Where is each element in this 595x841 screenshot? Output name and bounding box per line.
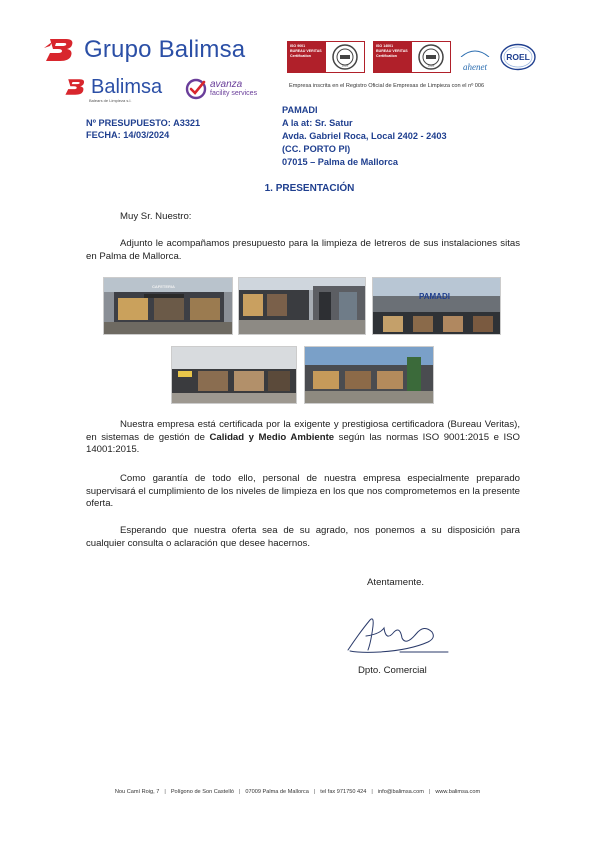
cert-body: BUREAU VERITAS <box>290 49 322 53</box>
bureau-veritas-seal-icon <box>417 43 445 71</box>
ahenet-arc-icon <box>459 49 491 57</box>
storefront-photo <box>372 277 501 335</box>
storefront-photo <box>304 346 434 404</box>
iso-14001-certificate-badge <box>373 41 451 73</box>
client-address-block <box>282 104 447 169</box>
sub-brand-name: Balimsa <box>91 76 163 98</box>
balimsa-b-icon <box>44 36 78 64</box>
client-city: 07015 – Palma de Mallorca <box>282 157 398 167</box>
cert-text-end: según las normas ISO 9001:2015 e ISO 14001:2015. <box>86 431 520 455</box>
closing-paragraph: Esperando que nuestra oferta sea de su agrado, nos ponemos a su disposición para cualquier consulta o aclaración que desee hacernos. <box>86 525 520 549</box>
svg-text:1828: 1828 <box>341 63 349 68</box>
footer-phone: tel fax 971750 424 <box>320 789 367 795</box>
cert-status: Certification <box>290 54 311 58</box>
avanza-check-icon <box>185 78 207 100</box>
footer-website-link[interactable]: www.balimsa.com <box>435 789 481 795</box>
certification-paragraph <box>86 419 520 457</box>
bureau-veritas-seal-icon <box>331 43 359 71</box>
sign-text: CAFETERIA <box>152 284 175 289</box>
farewell: Atentamente. <box>367 577 425 588</box>
client-name: PAMADI <box>282 105 318 115</box>
page-footer: Nou Camí Roig, 7 | Polígono de Son Castelló | 07009 Palma de Mallorca | tel fax 971750 424 | info@balimsa.com | www.balimsa.com <box>114 789 481 795</box>
quote-meta <box>86 117 200 141</box>
avanza-logo <box>185 78 257 100</box>
handwritten-signature <box>340 612 450 661</box>
svg-text:1828: 1828 <box>427 63 435 68</box>
footer-email-link[interactable]: info@balimsa.com <box>377 789 424 795</box>
quote-date: FECHA: 14/03/2024 <box>86 130 170 140</box>
quote-number: Nº PRESUPUESTO: A3321 <box>86 118 201 128</box>
footer-area: Polígono de Son Castelló <box>170 789 234 795</box>
cert-status: Certification <box>376 54 397 58</box>
grupo-balimsa-logo <box>44 36 245 64</box>
client-attention: A la at: Sr. Satur <box>282 118 353 128</box>
iso-9001-certificate-badge <box>287 41 365 73</box>
sign-text: PAMADI <box>419 292 450 301</box>
storefront-photo <box>103 277 233 335</box>
guarantee-paragraph: Como garantía de todo ello, personal de nuestra empresa especialmente preparado supervisará el cumplimiento de los niveles de limpieza en los que nos comprometemos en la presente oferta. <box>86 473 520 509</box>
roel-name: ROEL <box>506 52 530 62</box>
client-center: (CC. PORTO PI) <box>282 144 351 154</box>
client-address: Avda. Gabriel Roca, Local 2402 - 2403 <box>282 131 447 141</box>
department: Dpto. Comercial <box>358 665 427 676</box>
registry-note: Empresa inscrita en el Registro Oficial de Empresas de Limpieza con el nº 006 <box>289 83 485 89</box>
sub-brand-tagline: Balears de Limpieza s.l. <box>89 98 132 103</box>
roel-logo <box>499 43 537 76</box>
storefront-photo <box>238 277 366 335</box>
cert-body: BUREAU VERITAS <box>376 49 408 53</box>
group-brand-name: Grupo Balimsa <box>84 36 246 63</box>
balimsa-b-icon <box>64 77 88 97</box>
cert-text-start: Nuestra empresa está certificada por la exigente y prestigiosa certificadora (Bureau Veritas), en sistemas de gestión de <box>86 419 520 443</box>
ahenet-name: ahenet <box>463 62 487 72</box>
storefront-photo <box>171 346 297 404</box>
avanza-subtitle: facility services <box>210 90 258 97</box>
ahenet-logo <box>459 44 491 76</box>
cert-text-bold: Calidad y Medio Ambiente <box>209 431 335 443</box>
cert-norm: ISO 14001 <box>376 44 394 48</box>
intro-paragraph: Adjunto le acompañamos presupuesto para la limpieza de letreros de sus instalaciones sitas en Palma de Mallorca. <box>86 238 520 262</box>
avanza-name: avanza <box>210 79 243 90</box>
cert-norm: ISO 9001 <box>290 44 306 48</box>
greeting: Muy Sr. Nuestro: <box>120 211 192 222</box>
footer-address: Nou Camí Roig, 7 <box>114 789 160 795</box>
balimsa-logo <box>64 76 163 103</box>
footer-city: 07009 Palma de Mallorca <box>245 789 309 795</box>
section-title: 1. PRESENTACIÓN <box>264 183 355 194</box>
